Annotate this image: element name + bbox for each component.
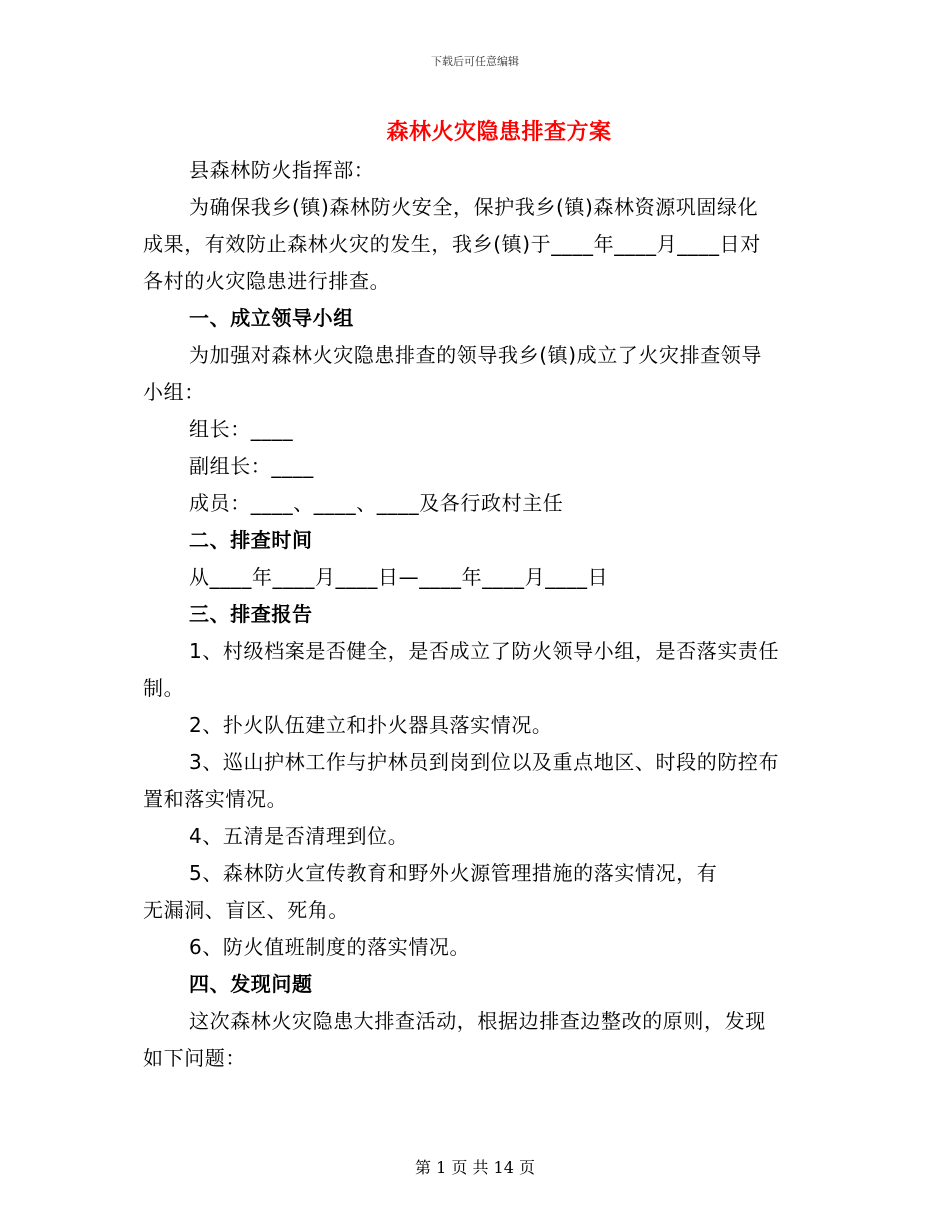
- document-title: 森林火灾隐患排查方案: [386, 120, 612, 145]
- section-heading: 四、发现问题: [189, 972, 313, 996]
- paragraph-line: 为加强对森林火灾隐患排查的领导我乡(镇)成立了火灾排查领导: [189, 343, 763, 367]
- paragraph-line: 2、扑火队伍建立和扑火器具落实情况。: [189, 713, 553, 737]
- paragraph-line: 置和落实情况。: [143, 787, 288, 811]
- paragraph-line: 4、五清是否清理到位。: [189, 824, 409, 848]
- paragraph-line: 1、村级档案是否健全，是否成立了防火领导小组，是否落实责任: [189, 639, 780, 663]
- paragraph-line: 小组：: [143, 380, 205, 404]
- paragraph-line: 这次森林火灾隐患大排查活动，根据边排查边整改的原则，发现: [189, 1009, 766, 1033]
- paragraph-line: 6、防火值班制度的落实情况。: [189, 935, 471, 959]
- page-number: 第 1 页 共 14 页: [415, 1158, 535, 1177]
- header-note: 下载后可任意编辑: [431, 55, 519, 68]
- paragraph-line: 从____年____月____日—____年____月____日: [189, 565, 609, 589]
- paragraph-line: 如下问题：: [143, 1046, 246, 1070]
- paragraph-line: 成员：____、____、____及各行政村主任: [189, 491, 564, 515]
- section-heading: 三、排查报告: [189, 602, 313, 626]
- paragraph-line: 制。: [143, 676, 185, 700]
- section-heading: 一、成立领导小组: [189, 306, 354, 330]
- paragraph-line: 5、森林防火宣传教育和野外火源管理措施的落实情况，有: [189, 861, 718, 885]
- paragraph-line: 无漏洞、盲区、死角。: [143, 898, 349, 922]
- document-body: [143, 152, 808, 1077]
- paragraph-line: 组长：____: [189, 417, 294, 441]
- paragraph-line: 各村的火灾隐患进行排查。: [143, 269, 391, 293]
- section-heading: 二、排查时间: [189, 528, 313, 552]
- paragraph-line: 为确保我乡(镇)森林防火安全，保护我乡(镇)森林资源巩固绿化: [189, 195, 759, 219]
- paragraph-line: 县森林防火指挥部：: [189, 158, 375, 182]
- paragraph-line: 成果，有效防止森林火灾的发生，我乡(镇)于____年____月____日对: [143, 232, 761, 256]
- paragraph-line: 3、巡山护林工作与护林员到岗到位以及重点地区、时段的防控布: [189, 750, 780, 774]
- paragraph-line: 副组长：____: [189, 454, 314, 478]
